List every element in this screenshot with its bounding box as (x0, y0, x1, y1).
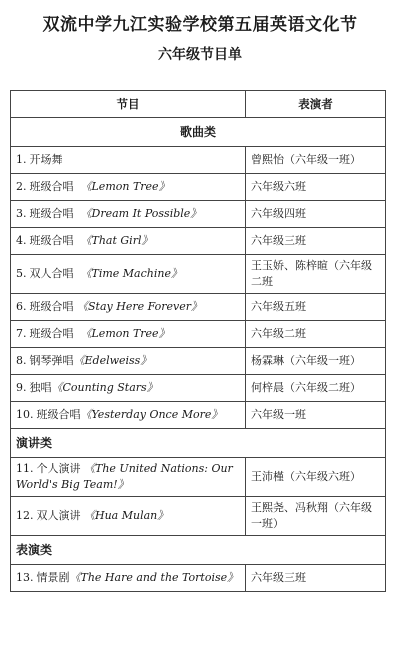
item-title: 《The United Nations: Our World's Big Team!》 (16, 462, 233, 491)
program-cell (11, 402, 246, 429)
item-type: 情景剧 (36, 571, 70, 584)
program-cell (11, 228, 246, 255)
program-cell (11, 458, 246, 497)
item-title: 《Hua Mulan》 (84, 509, 169, 522)
program-cell (11, 321, 246, 348)
header-performer: 表演者 (246, 91, 386, 118)
category-speech: 演讲类 (11, 429, 386, 458)
performer-cell: 六年级六班 (246, 174, 386, 201)
item-title: 《Lemon Tree》 (80, 180, 170, 193)
performer-cell: 王玉娇、陈梓暄（六年级二班 (246, 255, 386, 294)
performer-cell: 六年级一班 (246, 402, 386, 429)
performer-cell: 六年级四班 (246, 201, 386, 228)
item-type: 个人演讲 (36, 462, 81, 475)
item-type: 班级合唱 (29, 234, 74, 247)
performer-cell: 曾熙怡（六年级一班） (246, 147, 386, 174)
table-row (11, 458, 386, 497)
item-title: 《That Girl》 (80, 234, 153, 247)
item-title: 《Edelweiss》 (73, 354, 152, 367)
item-title: 《Stay Here Forever》 (77, 300, 202, 313)
item-type: 双人演讲 (36, 509, 81, 522)
program-cell (11, 174, 246, 201)
performer-cell: 杨霖琳（六年级一班） (246, 348, 386, 375)
item-type: 开场舞 (29, 153, 63, 166)
table-row (11, 402, 386, 429)
item-title: 《Dream It Possible》 (80, 207, 202, 220)
program-cell (11, 565, 246, 592)
table-row (11, 294, 386, 321)
program-cell (11, 255, 246, 294)
item-type: 班级合唱 (29, 300, 74, 313)
table-row (11, 497, 386, 536)
item-number: 7. (16, 327, 27, 340)
item-number: 9. (16, 381, 27, 394)
item-type: 班级合唱 (36, 408, 81, 421)
item-title: 《Time Machine》 (80, 267, 182, 280)
category-row-performance (11, 536, 386, 565)
item-type: 双人合唱 (29, 267, 74, 280)
item-number: 13. (16, 571, 34, 584)
item-number: 6. (16, 300, 27, 313)
table-row (11, 147, 386, 174)
performer-cell: 何梓晨（六年级二班） (246, 375, 386, 402)
item-number: 11. (16, 462, 34, 475)
item-type: 钢琴弹唱 (29, 354, 74, 367)
table-header-row (11, 91, 386, 118)
performer-cell: 六年级二班 (246, 321, 386, 348)
program-cell (11, 348, 246, 375)
item-type: 班级合唱 (29, 180, 74, 193)
category-row-songs (11, 118, 386, 147)
performer-cell: 六年级五班 (246, 294, 386, 321)
table-row (11, 255, 386, 294)
item-type: 独唱 (29, 381, 52, 394)
table-row (11, 375, 386, 402)
category-songs: 歌曲类 (11, 118, 386, 147)
item-number: 5. (16, 267, 27, 280)
table-row (11, 321, 386, 348)
program-cell (11, 497, 246, 536)
item-number: 12. (16, 509, 34, 522)
item-number: 3. (16, 207, 27, 220)
performer-cell: 六年级三班 (246, 228, 386, 255)
page-subtitle: 六年级节目单 (158, 47, 242, 63)
performer-cell: 六年级三班 (246, 565, 386, 592)
item-number: 8. (16, 354, 27, 367)
program-cell (11, 201, 246, 228)
table-row (11, 228, 386, 255)
item-number: 4. (16, 234, 27, 247)
performer-cell: 王沛槿（六年级六班） (246, 458, 386, 497)
item-number: 10. (16, 408, 34, 421)
category-performance: 表演类 (11, 536, 386, 565)
program-cell (11, 294, 246, 321)
table-row (11, 565, 386, 592)
table-row (11, 348, 386, 375)
table-row (11, 201, 386, 228)
program-table (10, 90, 386, 592)
item-title: 《The Hare and the Tortoise》 (69, 571, 239, 584)
item-title: 《Lemon Tree》 (80, 327, 170, 340)
item-title: 《Yesterday Once More》 (80, 408, 223, 421)
item-type: 班级合唱 (29, 207, 74, 220)
category-row-speech (11, 429, 386, 458)
page-title: 双流中学九江实验学校第五届英语文化节 (42, 15, 358, 35)
performer-cell: 王熙尧、冯秋翔（六年级一班） (246, 497, 386, 536)
table-row (11, 174, 386, 201)
item-title: 《Counting Stars》 (51, 381, 158, 394)
program-cell (11, 375, 246, 402)
item-number: 2. (16, 180, 27, 193)
program-cell (11, 147, 246, 174)
item-number: 1. (16, 153, 27, 166)
header-program: 节目 (11, 91, 246, 118)
item-type: 班级合唱 (29, 327, 74, 340)
